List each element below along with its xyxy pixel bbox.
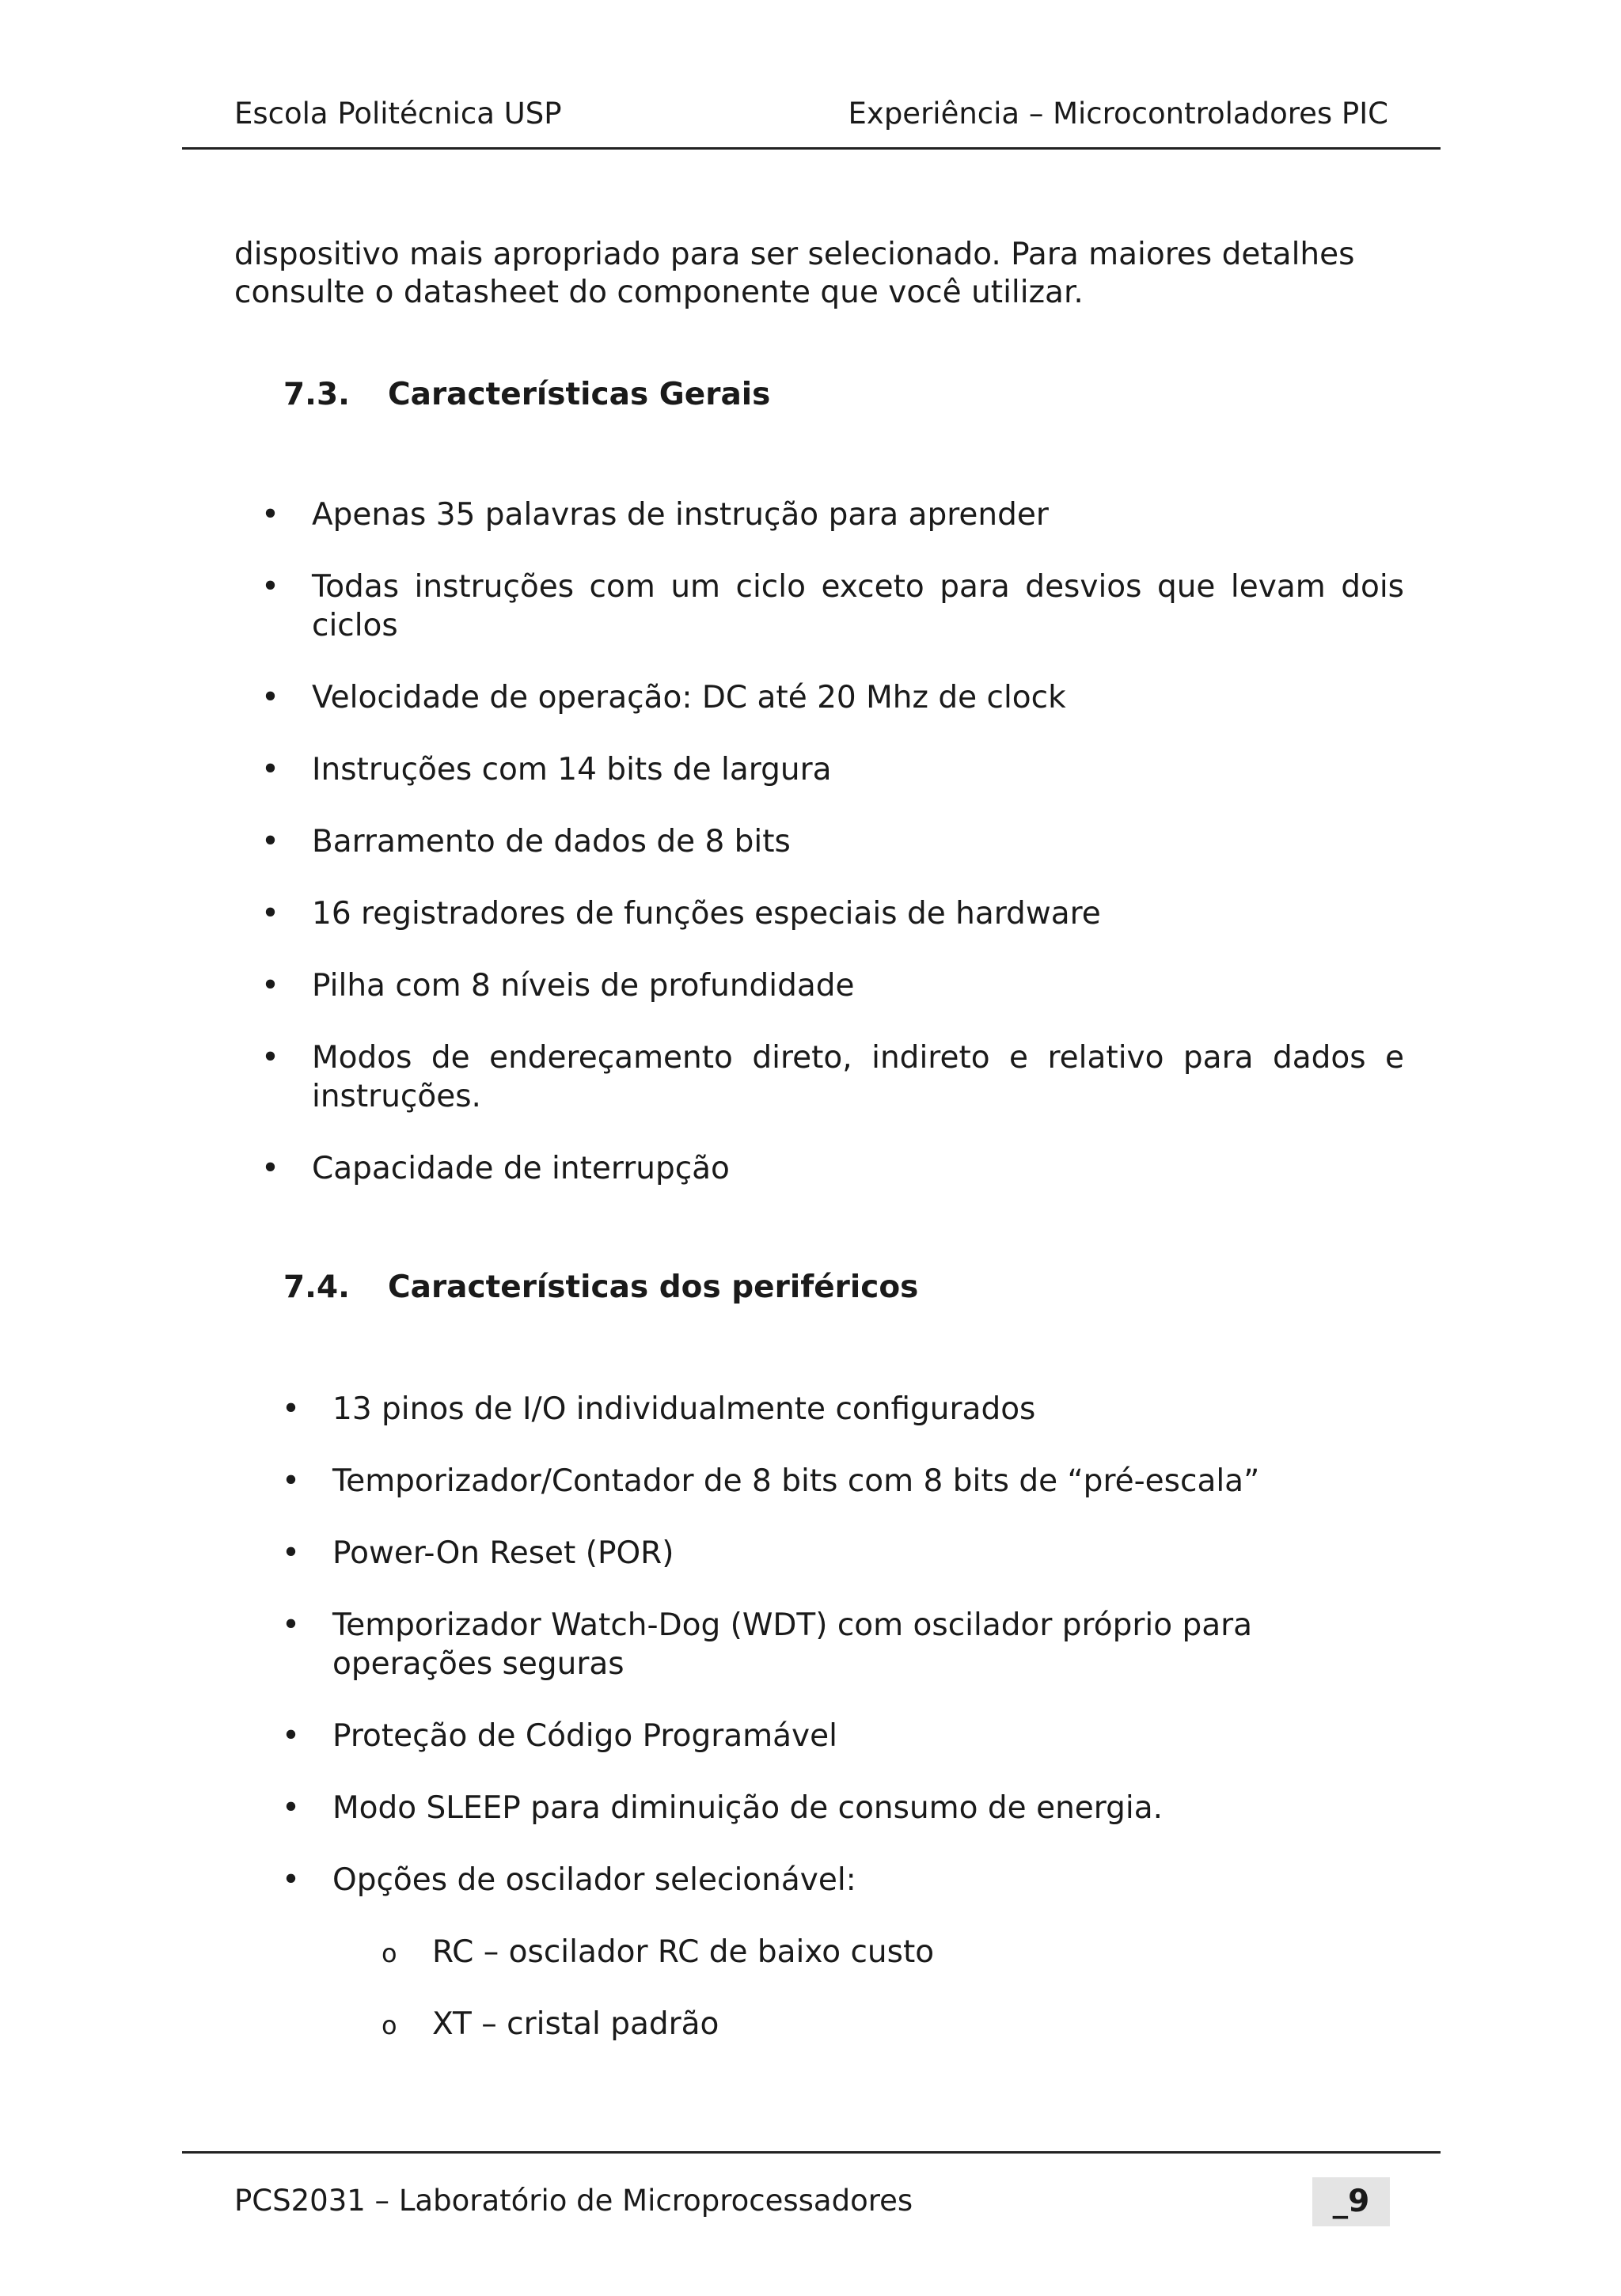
list-item: • Pilha com 8 níveis de profundidade: [261, 968, 855, 1004]
bullet-icon: •: [261, 896, 280, 932]
bullet-icon: •: [282, 1607, 301, 1643]
bullet-icon: •: [282, 1535, 301, 1571]
list-item: • Modos de endereçamento direto, indireto e relativo para dados e instruções.: [261, 1040, 1404, 1114]
bullet-icon: •: [282, 1790, 301, 1826]
list-item: • Modo SLEEP para diminuição de consumo de energia.: [282, 1790, 1164, 1826]
page-footer: [182, 2151, 1441, 2296]
bullet-icon: •: [282, 1718, 301, 1754]
list-item: • 13 pinos de I/O individualmente configurados: [282, 1391, 1036, 1427]
list-item: • Temporizador Watch-Dog (WDT) com oscilador próprio para operações seguras: [282, 1607, 1253, 1682]
bullet-icon: •: [282, 1463, 301, 1499]
list-item: • Instruções com 14 bits de largura: [261, 752, 832, 787]
list-item: o XT – cristal padrão: [432, 2005, 1382, 2044]
bullet-icon: •: [261, 680, 280, 715]
section-number: 7.4.: [283, 1269, 350, 1305]
bullet-icon: •: [261, 1040, 280, 1076]
list-item: • Todas instruções com um ciclo exceto para desvios que levam dois ciclos: [261, 569, 1404, 643]
section-title: Características Gerais: [388, 377, 771, 412]
bullet-icon: •: [261, 752, 280, 787]
circle-bullet-icon: o: [382, 2010, 397, 2040]
list-item: o RC – oscilador RC de baixo custo: [432, 1933, 1382, 1972]
section-number: 7.3.: [283, 377, 350, 412]
page-number: _9: [1312, 2177, 1390, 2226]
general-features-list: [261, 495, 1404, 1221]
circle-bullet-icon: o: [382, 1938, 397, 1968]
footer-course: PCS2031 – Laboratório de Microprocessadores: [234, 2184, 913, 2218]
list-item: • Velocidade de operação: DC até 20 Mhz de clock: [261, 680, 1066, 715]
list-item: • Opções de oscilador selecionável:: [282, 1862, 856, 1898]
bullet-icon: •: [282, 1391, 301, 1427]
list-item: • Proteção de Código Programável: [282, 1718, 837, 1754]
bullet-icon: •: [261, 497, 280, 533]
bullet-icon: •: [261, 968, 280, 1004]
list-item: • Power-On Reset (POR): [282, 1535, 674, 1571]
peripheral-features-list: [282, 1390, 1409, 1933]
list-item: • Temporizador/Contador de 8 bits com 8 bits de “pré-escala”: [282, 1463, 1260, 1499]
bullet-icon: •: [261, 824, 280, 860]
bullet-icon: •: [261, 569, 280, 605]
oscillator-options-list: [382, 1933, 1382, 2077]
section-title: Características dos periféricos: [388, 1269, 919, 1305]
list-item: • Capacidade de interrupção: [261, 1151, 730, 1186]
list-item: • 16 registradores de funções especiais de hardware: [261, 896, 1101, 932]
page-header: [182, 0, 1441, 150]
intro-paragraph: dispositivo mais apropriado para ser selecionado. Para maiores detalhes consulte o datasheet do componente que você utilizar.: [234, 237, 1355, 310]
list-item: • Apenas 35 palavras de instrução para aprender: [261, 497, 1049, 533]
header-experiment: Experiência – Microcontroladores PIC: [848, 97, 1388, 131]
list-item: • Barramento de dados de 8 bits: [261, 824, 791, 860]
header-institution: Escola Politécnica USP: [234, 97, 562, 131]
bullet-icon: •: [282, 1862, 301, 1898]
bullet-icon: •: [261, 1151, 280, 1186]
